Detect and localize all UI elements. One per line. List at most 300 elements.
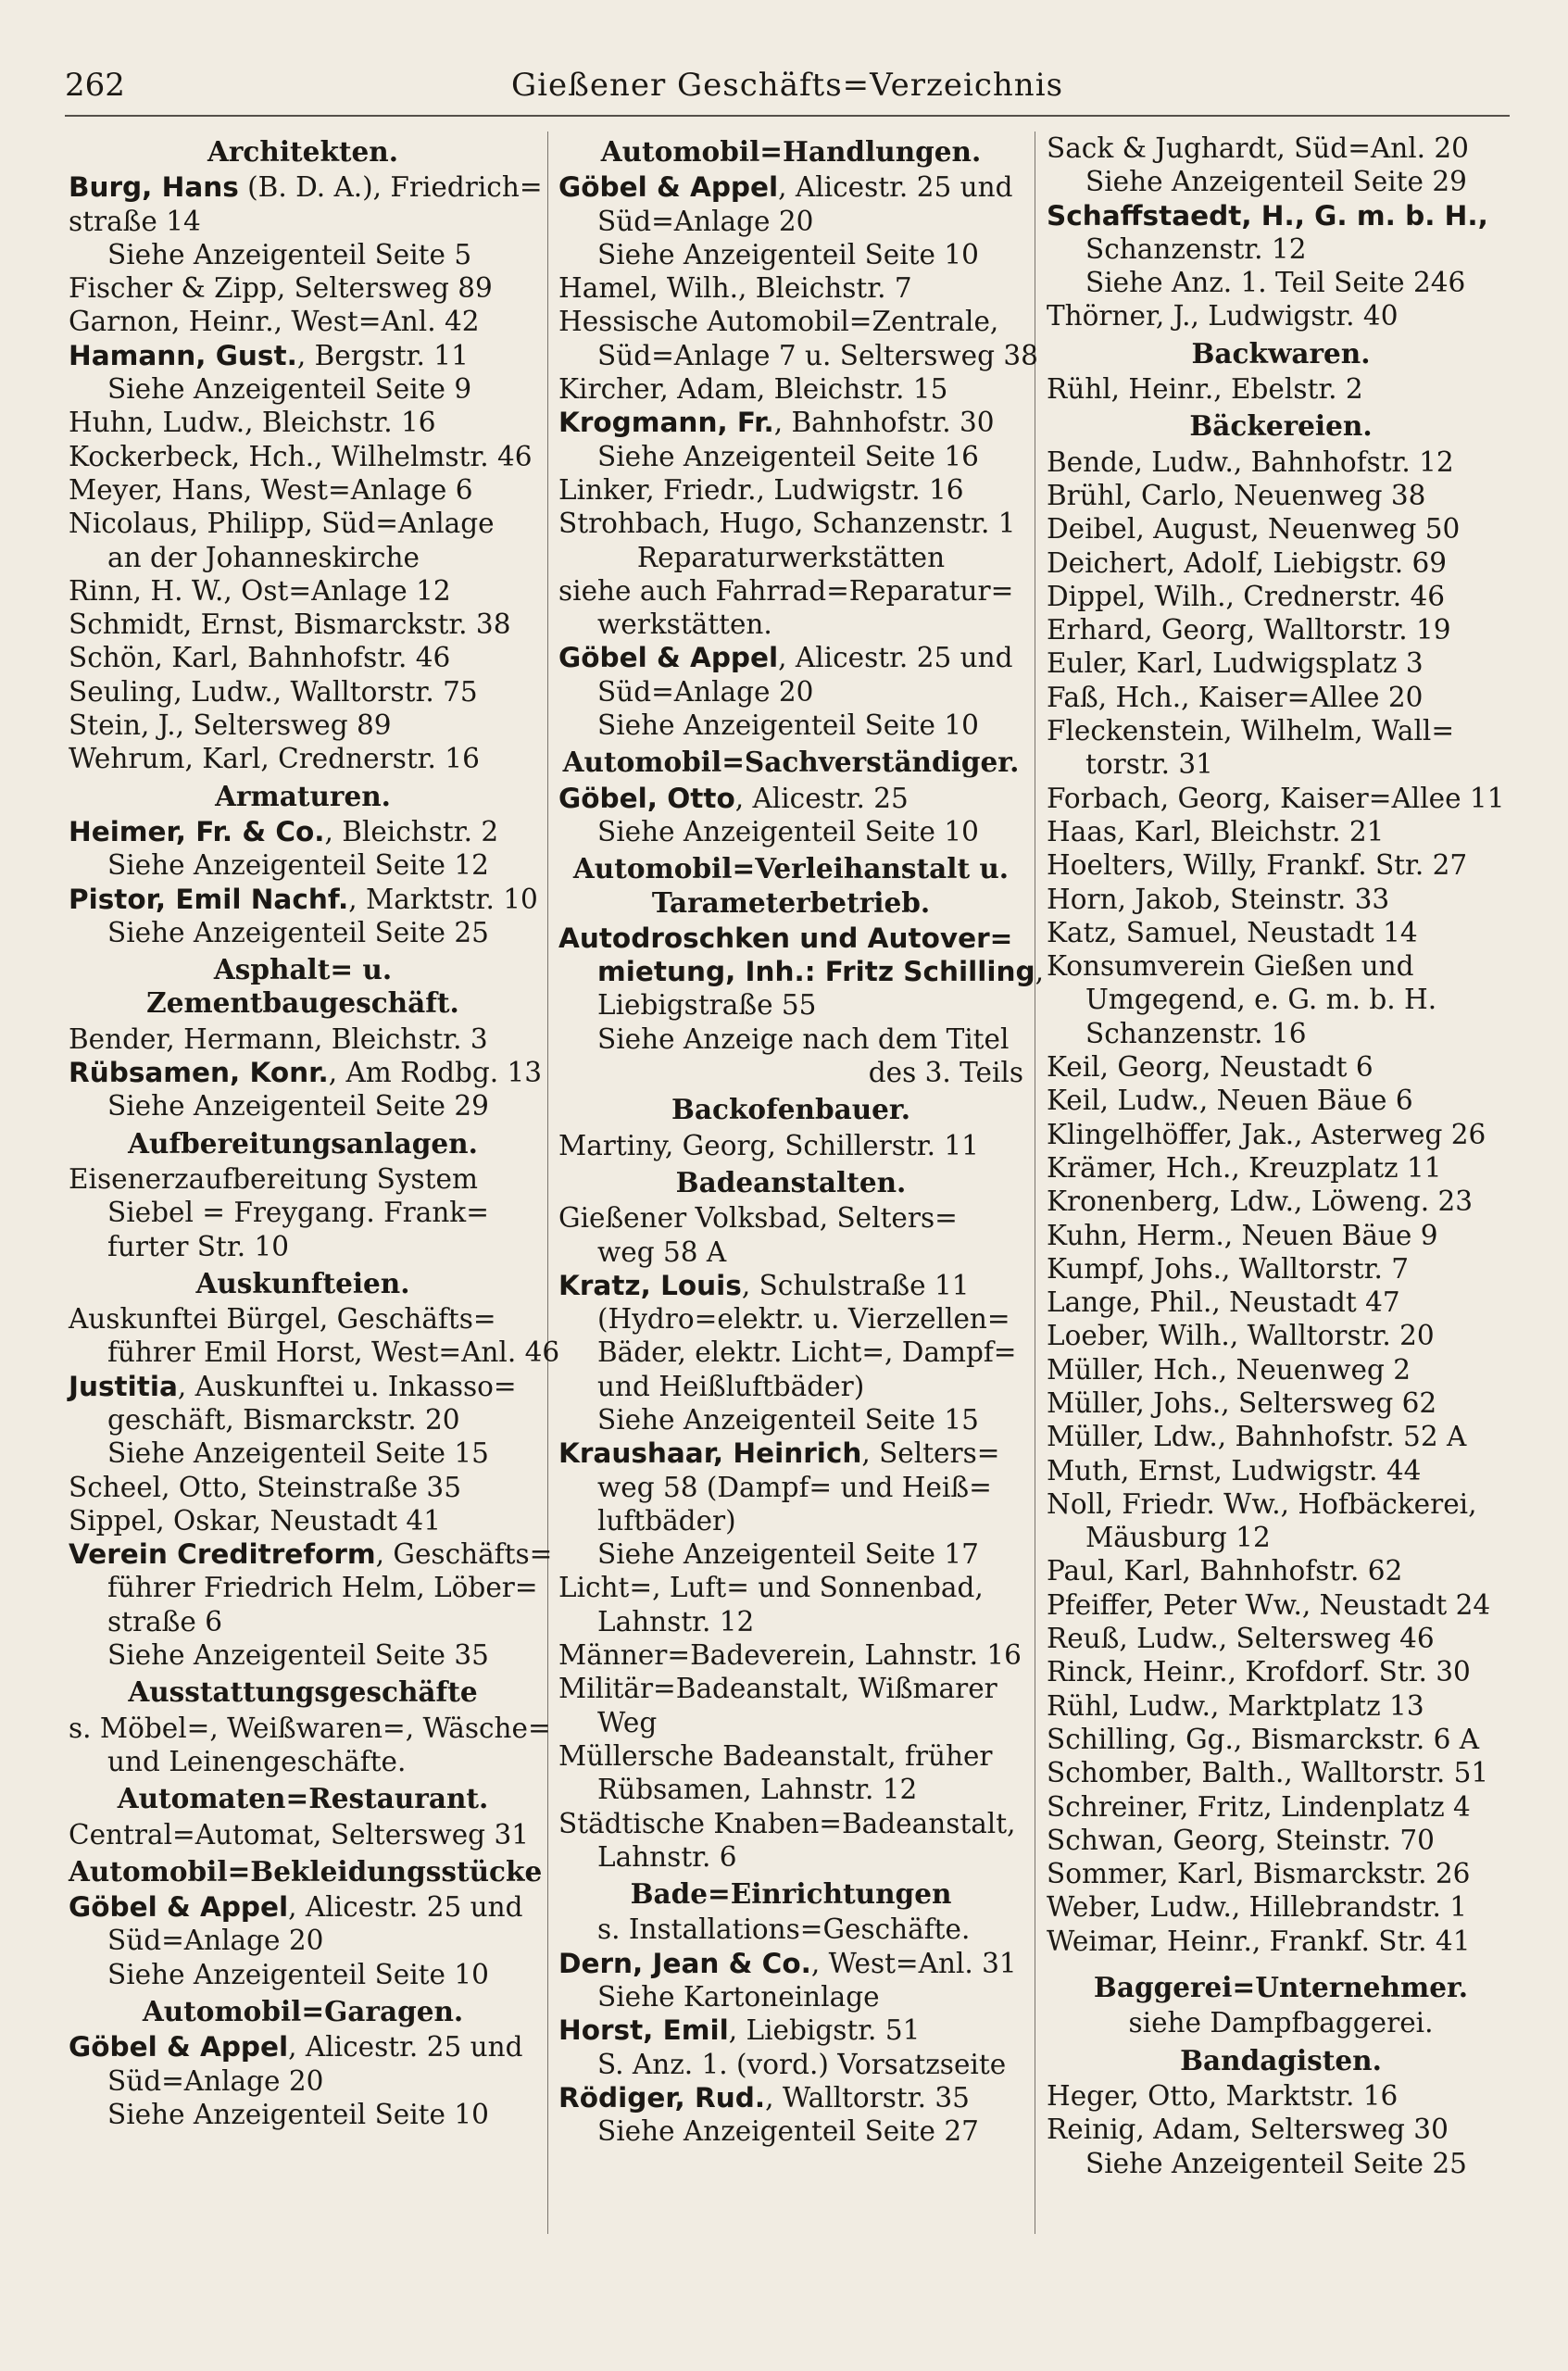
directory-entry (1047, 1689, 1515, 1723)
entry-text: Fischer & Zipp, Seltersweg 89 (69, 272, 493, 305)
section-heading: Automaten=Restaurant. (117, 1782, 489, 1815)
directory-entry (69, 1818, 537, 1851)
entry-text: Rinn, H. W., Ost=Anlage 12 (69, 574, 451, 607)
directory-entry (558, 1638, 1023, 1672)
entry-text: Sack & Jughardt, Süd=Anl. 20 (1047, 132, 1469, 164)
entry-text: Reuß, Ludw., Seltersweg 46 (1047, 1623, 1435, 1655)
entry-name: Göbel & Appel (69, 2031, 289, 2064)
entry-text: Schmidt, Ernst, Bismarckstr. 38 (69, 608, 511, 641)
entry-name: Kratz, Louis (558, 1269, 742, 1301)
entry-continuation (69, 2064, 537, 2098)
header-rule (65, 115, 1510, 117)
directory-entry (1047, 916, 1515, 949)
entry-text: Siehe Anzeigenteil Seite 25 (1085, 2147, 1467, 2179)
entry-continuation (69, 848, 537, 882)
entry-continuation (1047, 165, 1515, 198)
entry-text: (Hydro=elektr. u. Vierzellen= (597, 1303, 1010, 1336)
entry-continuation (1047, 1017, 1515, 1050)
entry-continuation (558, 675, 1023, 709)
section-heading: Bandagisten. (1180, 2043, 1382, 2076)
entry-text: , Walltorstr. 35 (765, 2081, 970, 2114)
entry-text: werkstätten. (597, 608, 772, 641)
entry-continuation (1047, 266, 1515, 299)
entry-text: , Selters= (861, 1437, 1000, 1470)
entry-text: Nicolaus, Philipp, Süd=Anlage (69, 508, 495, 540)
entry-continuation (69, 238, 537, 271)
entry-name: Dern, Jean & Co. (558, 1947, 811, 1979)
directory-entry (1047, 1454, 1515, 1487)
entry-text: , Am Rodbg. 13 (328, 1057, 543, 1089)
directory-entry (1047, 1353, 1515, 1386)
directory-entry (1047, 132, 1515, 165)
directory-entry (1047, 1925, 1515, 1958)
entry-continuation (558, 608, 1023, 641)
directory-entry (69, 742, 537, 775)
entry-text: Siehe Anzeigenteil Seite 15 (107, 1437, 489, 1470)
entry-continuation (69, 1571, 537, 1604)
entry-text: Schanzenstr. 16 (1085, 1017, 1307, 1049)
entry-text: Fleckenstein, Wilhelm, Wall= (1047, 715, 1455, 747)
directory-entry (1047, 613, 1515, 646)
entry-name: Pistor, Emil Nachf. (69, 883, 349, 915)
directory-entry (69, 883, 537, 916)
directory-entry (1047, 1420, 1515, 1453)
entry-text: Müller, Ldw., Bahnhofstr. 52 A (1047, 1421, 1467, 1453)
directory-entry (69, 473, 537, 507)
entry-continuation (558, 205, 1023, 238)
directory-entry (69, 170, 543, 204)
entry-continuation (69, 1196, 537, 1229)
section-heading: Bäckereien. (1189, 409, 1373, 443)
directory-entry (69, 1471, 537, 1504)
entry-continuation (69, 1638, 537, 1672)
entry-text: Rübsamen, Lahnstr. 12 (597, 1774, 918, 1806)
directory-entry (558, 406, 1023, 439)
entry-continuation (558, 1022, 1023, 1056)
entry-text: Strohbach, Hugo, Schanzenstr. 1 (558, 508, 1016, 540)
directory-entry (1047, 1286, 1515, 1319)
directory-entry (558, 1807, 1023, 1840)
entry-text: Militär=Badeanstalt, Wißmarer (558, 1673, 997, 1705)
directory-entry (558, 1947, 1023, 1980)
directory-entry (1047, 2113, 1515, 2146)
entry-name: Heimer, Fr. & Co. (69, 815, 325, 847)
entry-text: Siehe Anzeigenteil Seite 15 (597, 1403, 979, 1436)
entry-text: Müllersche Badeanstalt, früher (558, 1739, 993, 1772)
entry-text: Loeber, Wilh., Walltorstr. 20 (1047, 1320, 1435, 1352)
entry-continuation (69, 2098, 537, 2131)
entry-text: Müller, Hch., Neuenweg 2 (1047, 1353, 1411, 1386)
entry-text: Deichert, Adolf, Liebigstr. 69 (1047, 546, 1448, 579)
entry-text: Reinig, Adam, Seltersweg 30 (1047, 2114, 1449, 2146)
directory-entry (558, 1201, 1023, 1235)
directory-entry (1047, 1756, 1515, 1789)
entry-text: Siehe Anzeige nach dem Titel (597, 1022, 1010, 1055)
entry-text: Eisenerzaufbereitung System (69, 1162, 478, 1195)
entry-text: geschäft, Bismarckstr. 20 (107, 1403, 460, 1436)
entry-text: Lange, Phil., Neustadt 47 (1047, 1286, 1400, 1319)
entry-text: straße 6 (107, 1605, 222, 1637)
entry-text: Linker, Friedr., Ludwigstr. 16 (558, 473, 964, 506)
directory-entry (1047, 1554, 1515, 1587)
directory-entry (1047, 815, 1515, 848)
directory-entry (69, 507, 537, 540)
directory-entry (69, 641, 537, 674)
entry-text: furter Str. 10 (107, 1230, 290, 1262)
directory-entry (1047, 1857, 1515, 1890)
entry-text: , Marktstr. 10 (348, 883, 538, 915)
directory-entry (1047, 1588, 1515, 1622)
directory-entry (558, 271, 1023, 305)
section-heading: Backofenbauer. (671, 1093, 911, 1126)
section-heading: Bade=Einrichtungen (630, 1877, 952, 1911)
directory-entry (558, 507, 1023, 540)
directory-entry (69, 709, 537, 742)
directory-entry (1047, 883, 1515, 916)
entry-text: Hoelters, Willy, Frankf. Str. 27 (1047, 849, 1468, 882)
directory-entry (1047, 372, 1515, 406)
directory-entry (1047, 782, 1515, 815)
section-heading: Automobil=Sachverständiger. (562, 746, 1020, 779)
entry-text: , Schulstraße 11 (741, 1269, 970, 1301)
entry-name: Kraushaar, Heinrich (558, 1437, 862, 1470)
entry-name: Göbel & Appel (69, 1891, 289, 1924)
entry-text: Schilling, Gg., Bismarckstr. 6 A (1047, 1723, 1480, 1755)
entry-text: führer Emil Horst, West=Anl. 46 (107, 1336, 560, 1369)
running-title: Gießener Geschäfts=Verzeichnis (510, 67, 1064, 104)
section-heading: Baggerei=Unternehmer. (1093, 1971, 1469, 2004)
entry-continuation (69, 372, 537, 406)
entry-text: Haas, Karl, Bleichstr. 21 (1047, 815, 1385, 847)
entry-continuation (558, 1913, 1023, 1946)
directory-entry (558, 1056, 1023, 1089)
entry-text: und Heißluftbäder) (597, 1370, 865, 1402)
entry-text: Bender, Hermann, Bleichstr. 3 (69, 1022, 488, 1055)
entry-text: , Alicestr. 25 (734, 782, 909, 814)
entry-text: Siehe Anzeigenteil Seite 29 (1085, 166, 1467, 198)
entry-text: Keil, Georg, Neustadt 6 (1047, 1051, 1374, 1084)
entry-text: Süd=Anlage 7 u. Seltersweg 38 (597, 339, 1038, 371)
entry-text: Martiny, Georg, Schillerstr. 11 (558, 1129, 979, 1161)
directory-entry (558, 922, 1023, 955)
entry-name: Schaffstaedt, H., G. m. b. H., (1047, 199, 1488, 232)
section-heading: Aufbereitungsanlagen. (128, 1126, 478, 1160)
entry-text: , West=Anl. 31 (810, 1947, 1017, 1979)
directory-entry (69, 406, 537, 439)
entry-name: Autodroschken und Autover= (558, 922, 1013, 954)
directory-entry (69, 2030, 537, 2064)
directory-entry (69, 1890, 537, 1924)
entry-text: siehe Dampfbaggerei. (1128, 2007, 1434, 2039)
directory-entry (558, 782, 1023, 815)
entry-text: Keil, Ludw., Neuen Bäue 6 (1047, 1085, 1413, 1117)
entry-text: (B. D. A.), Friedrich= (238, 171, 543, 204)
directory-entry (558, 1129, 1023, 1162)
column-3 (1047, 132, 1515, 2334)
entry-text: Krämer, Hch., Kreuzplatz 11 (1047, 1151, 1442, 1184)
entry-name: Göbel & Appel (558, 171, 779, 204)
entry-text: Müller, Johs., Seltersweg 62 (1047, 1386, 1437, 1419)
entry-text: , Alicestr. 25 und (288, 1891, 523, 1924)
directory-entry (1047, 2006, 1515, 2039)
column-2 (558, 132, 1044, 2334)
directory-entry (1047, 1655, 1515, 1688)
directory-entry (558, 1436, 1023, 1470)
entry-name: Horst, Emil (558, 2014, 729, 2047)
entry-text: Heger, Otto, Marktstr. 16 (1047, 2079, 1399, 2112)
entry-name: Hamann, Gust. (69, 339, 297, 371)
directory-entry (1047, 199, 1515, 232)
section-heading: Ausstattungsgeschäfte (128, 1675, 478, 1709)
directory-entry (69, 1712, 551, 1745)
entry-continuation (558, 2048, 1023, 2081)
entry-name: Burg, Hans (69, 171, 239, 204)
entry-text: Bende, Ludw., Bahnhofstr. 12 (1047, 445, 1454, 478)
entry-text: weg 58 A (597, 1236, 727, 1268)
directory-entry (1047, 1386, 1515, 1420)
entry-text: s. Möbel=, Weißwaren=, Wäsche= (69, 1712, 551, 1744)
directory-entry (558, 641, 1023, 674)
directory-entry (1047, 445, 1515, 479)
entry-continuation (558, 1773, 1023, 1806)
directory-entry (558, 473, 1023, 507)
entry-text: Siehe Anzeigenteil Seite 10 (597, 815, 979, 847)
entry-text: Männer=Badeverein, Lahnstr. 16 (558, 1639, 1022, 1672)
directory-entry (69, 1022, 537, 1056)
entry-text: Schanzenstr. 12 (1085, 232, 1307, 265)
entry-text: , Liebigstr. 51 (728, 2014, 921, 2047)
entry-name: mietung, Inh.: Fritz Schilling (597, 956, 1035, 988)
entry-continuation (1047, 2147, 1515, 2180)
directory-entry (558, 372, 1023, 406)
entry-text: weg 58 (Dampf= und Heiß= (597, 1471, 992, 1503)
entry-text: Seuling, Ludw., Walltorstr. 75 (69, 675, 478, 708)
directory-entry (69, 1504, 537, 1537)
entry-continuation (558, 1403, 1023, 1436)
entry-continuation (558, 1706, 1023, 1739)
directory-entry (558, 2081, 1023, 2114)
entry-text: Thörner, J., Ludwigstr. 40 (1047, 300, 1399, 332)
entry-text: Siehe Anzeigenteil Seite 25 (107, 916, 489, 948)
entry-text: , Geschäfts= (375, 1538, 553, 1571)
entry-continuation (558, 988, 1023, 1022)
directory-entry (558, 1672, 1023, 1705)
directory-entry (1047, 1050, 1515, 1084)
directory-entry (558, 170, 1023, 204)
entry-name: Justitia (69, 1370, 178, 1402)
entry-text: Siehe Anzeigenteil Seite 16 (597, 440, 979, 472)
entry-text: Forbach, Georg, Kaiser=Allee 11 (1047, 782, 1505, 814)
entry-continuation (69, 1745, 537, 1778)
section-heading: Armaturen. (215, 779, 391, 812)
entry-text: Siehe Anzeigenteil Seite 27 (597, 2115, 979, 2148)
directory-entry (69, 1162, 537, 1196)
entry-text: Noll, Friedr. Ww., Hofbäckerei, (1047, 1487, 1477, 1520)
entry-text: Kronenberg, Ldw., Löweng. 23 (1047, 1186, 1474, 1218)
entry-continuation (1047, 747, 1515, 781)
directory-entry (1047, 1890, 1515, 1924)
directory-entry (1047, 1319, 1515, 1352)
entry-text: Siehe Anzeigenteil Seite 9 (107, 373, 472, 406)
entry-text: Siebel = Freygang. Frank= (107, 1197, 489, 1229)
entry-text: Siehe Anzeigenteil Seite 10 (597, 238, 979, 270)
entry-text: Siehe Anzeigenteil Seite 12 (107, 849, 489, 882)
directory-entry (1047, 299, 1515, 332)
entry-name: Krogmann, Fr. (558, 407, 774, 439)
directory-entry (1047, 2079, 1515, 2113)
entry-continuation (1047, 983, 1515, 1016)
entry-name: Göbel, Otto (558, 782, 735, 814)
entry-text: Weber, Ludw., Hillebrandstr. 1 (1047, 1891, 1468, 1924)
entry-text: Klingelhöffer, Jak., Asterweg 26 (1047, 1118, 1486, 1150)
entry-name: Rübsamen, Konr. (69, 1057, 329, 1089)
directory-entry (558, 574, 1023, 608)
entry-text: Faß, Hch., Kaiser=Allee 20 (1047, 681, 1424, 713)
entry-text: Siehe Anzeigenteil Seite 10 (107, 1958, 489, 1990)
entry-continuation (558, 1302, 1023, 1336)
entry-text: Meyer, Hans, West=Anlage 6 (69, 473, 473, 506)
entry-text: luftbäder) (597, 1504, 736, 1537)
entry-continuation (69, 1605, 537, 1638)
entry-text: Rühl, Heinr., Ebelstr. 2 (1047, 373, 1363, 406)
directory-entry (69, 1302, 537, 1336)
entry-name: Rödiger, Rud. (558, 2081, 766, 2114)
entry-text: , (1035, 956, 1044, 988)
entry-continuation (558, 440, 1023, 473)
entry-text: straße 14 (69, 205, 201, 237)
entry-text: Kircher, Adam, Bleichstr. 15 (558, 373, 948, 406)
entry-text: , Auskunftei u. Inkasso= (177, 1370, 517, 1402)
directory-entry (69, 574, 537, 608)
section-heading: Auskunfteien. (195, 1266, 410, 1299)
entry-continuation (558, 1236, 1023, 1269)
entry-text: Süd=Anlage 20 (107, 2064, 324, 2097)
entry-text: Sommer, Karl, Bismarckstr. 26 (1047, 1858, 1471, 1890)
section-heading: Automobil=Garagen. (142, 1995, 464, 2028)
directory-entry (1047, 1185, 1515, 1218)
directory-entry (1047, 1790, 1515, 1824)
directory-entry (1047, 1487, 1515, 1521)
directory-entry (69, 440, 537, 473)
entry-text: Siehe Anzeigenteil Seite 10 (597, 709, 979, 742)
entry-text: Schomber, Balth., Walltorstr. 51 (1047, 1757, 1489, 1789)
section-heading: Asphalt= u. Zementbaugeschäft. (146, 953, 459, 1020)
entry-continuation (1047, 232, 1515, 266)
entry-text: Horn, Jakob, Steinstr. 33 (1047, 883, 1390, 915)
entry-continuation (558, 1537, 1023, 1571)
entry-text: Süd=Anlage 20 (597, 675, 814, 708)
entry-text: siehe auch Fahrrad=Reparatur= (558, 574, 1014, 607)
entry-text: Licht=, Luft= und Sonnenbad, (558, 1572, 984, 1604)
entry-text: Süd=Anlage 20 (597, 205, 814, 237)
entry-text: Schreiner, Fritz, Lindenplatz 4 (1047, 1790, 1471, 1823)
entry-text: und Leinengeschäfte. (107, 1745, 407, 1777)
entry-text: Katz, Samuel, Neustadt 14 (1047, 916, 1418, 948)
directory-entry (1047, 512, 1515, 546)
directory-entry (69, 339, 537, 372)
entry-text: Siehe Anzeigenteil Seite 5 (107, 238, 472, 270)
entry-continuation (69, 1336, 560, 1369)
entry-text: Schwan, Georg, Steinstr. 70 (1047, 1824, 1435, 1856)
directory-entry (69, 675, 537, 709)
entry-continuation (558, 1840, 1023, 1874)
entry-text: Kuhn, Herm., Neuen Bäue 9 (1047, 1219, 1438, 1251)
directory-entry (558, 2013, 1023, 2047)
entry-text: Reparaturwerkstätten (636, 541, 946, 573)
entry-continuation (69, 1089, 537, 1123)
entry-text: Rühl, Ludw., Marktplatz 13 (1047, 1689, 1424, 1722)
entry-text: Süd=Anlage 20 (107, 1925, 324, 1957)
entry-continuation (558, 709, 1023, 742)
entry-text: Dippel, Wilh., Crednerstr. 46 (1047, 580, 1446, 612)
entry-name: Verein Creditreform (69, 1538, 376, 1571)
directory-entry (1047, 714, 1515, 747)
entry-text: Scheel, Otto, Steinstraße 35 (69, 1471, 461, 1503)
entry-text: Garnon, Heinr., West=Anl. 42 (69, 306, 480, 338)
entry-continuation (558, 1980, 1023, 2013)
entry-continuation (1047, 1521, 1515, 1554)
page-header (65, 57, 1510, 119)
entry-text: an der Johanneskirche (107, 541, 420, 573)
entry-text: Central=Automat, Seltersweg 31 (69, 1818, 529, 1850)
entry-text: Siehe Anzeigenteil Seite 35 (107, 1639, 489, 1672)
entry-text: , Alicestr. 25 und (288, 2031, 523, 2064)
entry-text: Weimar, Heinr., Frankf. Str. 41 (1047, 1925, 1471, 1957)
entry-continuation (69, 541, 537, 574)
entry-text: Huhn, Ludw., Bleichstr. 16 (69, 407, 436, 439)
column-divider (547, 132, 548, 2234)
entry-continuation (69, 1924, 537, 1957)
directory-entry (69, 1537, 553, 1571)
directory-entry (1047, 1723, 1515, 1756)
entry-text: Rinck, Heinr., Krofdorf. Str. 30 (1047, 1656, 1471, 1688)
entry-continuation (558, 238, 1023, 271)
entry-text: Wehrum, Karl, Crednerstr. 16 (69, 743, 480, 775)
directory-entry (1047, 646, 1515, 680)
column-1 (69, 132, 560, 2334)
entry-text: Liebigstraße 55 (597, 989, 817, 1022)
entry-text: Lahnstr. 12 (597, 1605, 755, 1637)
entry-text: Euler, Karl, Ludwigsplatz 3 (1047, 647, 1424, 680)
directory-entry (69, 1370, 537, 1403)
entry-continuation (558, 1370, 1023, 1403)
page-number: 262 (65, 67, 125, 104)
section-heading: Automobil=Verleihanstalt u. Tarameterbetrieb. (572, 852, 1010, 919)
entry-text: Umgegend, e. G. m. b. H. (1085, 984, 1437, 1016)
entry-continuation (558, 1336, 1023, 1369)
entry-name: Göbel & Appel (558, 642, 779, 674)
section-heading: Automobil=Handlungen. (600, 135, 982, 168)
entry-text: Gießener Volksbad, Selters= (558, 1202, 958, 1235)
directory-entry (558, 1739, 1023, 1773)
entry-continuation (69, 916, 537, 949)
entry-text: Erhard, Georg, Walltorstr. 19 (1047, 614, 1451, 646)
directory-entry (558, 305, 1023, 338)
entry-text: Pfeiffer, Peter Ww., Neustadt 24 (1047, 1588, 1491, 1621)
entry-text: Auskunftei Bürgel, Geschäfts= (69, 1303, 496, 1336)
entry-text: Hessische Automobil=Zentrale, (558, 306, 999, 338)
directory-entry (1047, 1151, 1515, 1185)
entry-continuation (69, 1436, 537, 1470)
entry-continuation (69, 1230, 537, 1263)
directory-entry (69, 815, 537, 848)
directory-entry (1047, 1084, 1515, 1117)
entry-text: torstr. 31 (1085, 748, 1213, 781)
entry-continuation (558, 1471, 1023, 1504)
entry-text: s. Installations=Geschäfte. (597, 1913, 971, 1946)
entry-text: Kumpf, Johs., Walltorstr. 7 (1047, 1252, 1410, 1285)
entry-text: Siehe Anzeigenteil Seite 17 (597, 1538, 979, 1571)
